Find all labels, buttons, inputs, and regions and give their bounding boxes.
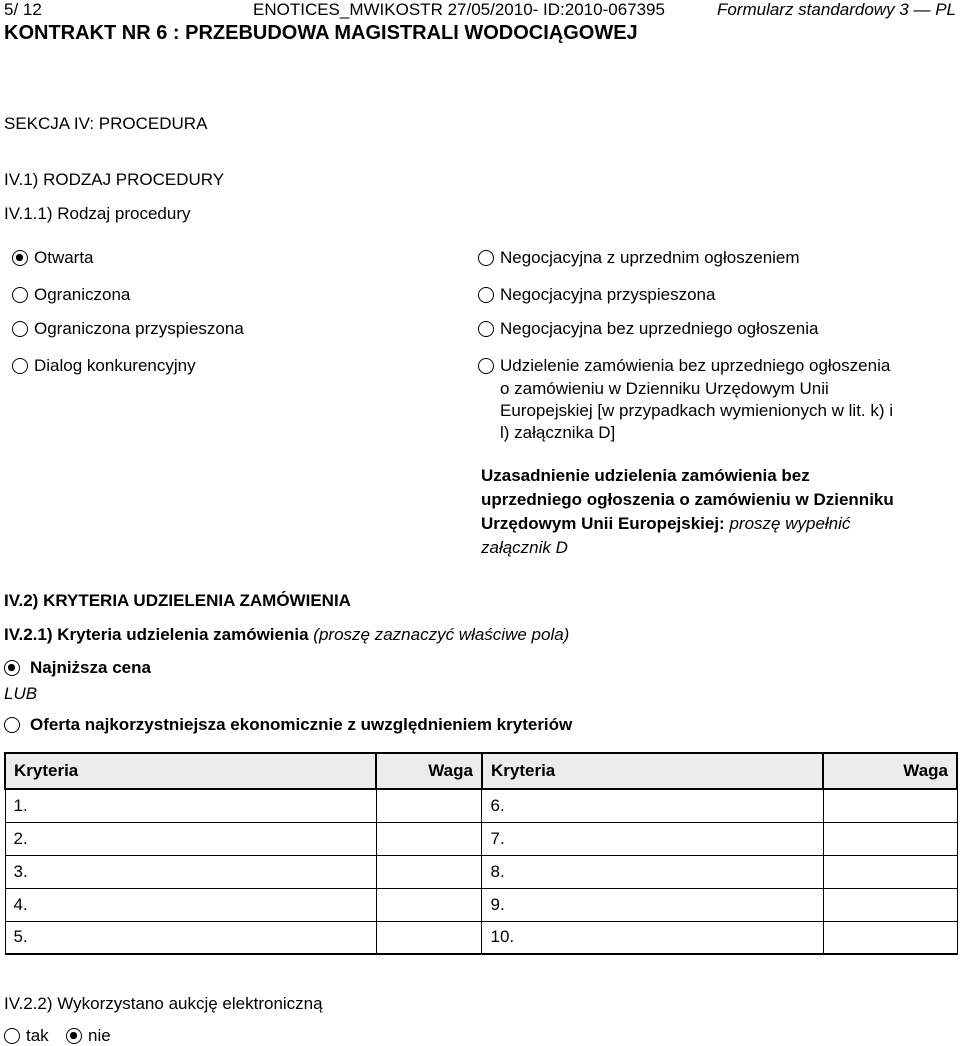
table-row xyxy=(5,888,957,921)
procedure-option-continuation xyxy=(500,378,893,444)
table-cell xyxy=(823,855,957,888)
justification-line: Uzasadnienie udzielenia zamówienia bez xyxy=(481,466,810,485)
table-cell xyxy=(376,855,482,888)
table-cell xyxy=(376,921,482,954)
justification-note: załącznik D xyxy=(481,538,568,557)
eauction-option-nie[interactable] xyxy=(66,1026,111,1046)
option-label: Ograniczona xyxy=(34,285,131,304)
radio-empty-icon[interactable] xyxy=(478,287,494,303)
procedure-option-negocjacyjna-z-ogloszeniem[interactable] xyxy=(478,248,800,268)
procedure-option-ograniczona-przyspieszona[interactable] xyxy=(12,319,244,339)
procedure-type-heading: IV.1.1) Rodzaj procedury xyxy=(4,204,191,223)
radio-checked-icon[interactable] xyxy=(4,660,20,676)
table-cell xyxy=(376,789,482,822)
table-cell xyxy=(823,789,957,822)
page-number: 5/ 12 xyxy=(4,0,42,19)
procedure-option-negocjacyjna-przyspieszona[interactable] xyxy=(478,285,715,305)
subsection-heading: IV.1) RODZAJ PROCEDURY xyxy=(4,170,225,189)
table-cell: 3. xyxy=(5,855,376,888)
option-label: Negocjacyjna przyspieszona xyxy=(500,285,716,304)
award-criteria-heading xyxy=(4,625,569,645)
document-title: KONTRAKT NR 6 : PRZEBUDOWA MAGISTRALI WODOCIĄGOWEJ xyxy=(4,22,638,44)
table-cell: 1. xyxy=(5,789,376,822)
column-header: Kryteria xyxy=(482,753,823,789)
radio-empty-icon[interactable] xyxy=(478,321,494,337)
criteria-table xyxy=(4,752,958,955)
table-row xyxy=(5,822,957,855)
option-label: Otwarta xyxy=(34,248,94,267)
continuation-line: l) załącznika D] xyxy=(500,423,616,442)
table-header-row xyxy=(5,753,957,789)
radio-empty-icon[interactable] xyxy=(12,321,28,337)
radio-checked-icon[interactable] xyxy=(12,250,28,266)
radio-empty-icon[interactable] xyxy=(4,717,20,733)
radio-empty-icon[interactable] xyxy=(478,358,494,374)
table-cell xyxy=(823,888,957,921)
or-label: LUB xyxy=(4,684,38,703)
table-cell: 4. xyxy=(5,888,376,921)
option-label: nie xyxy=(88,1026,111,1045)
table-cell: 8. xyxy=(482,855,823,888)
option-label: tak xyxy=(26,1026,49,1045)
table-cell: 2. xyxy=(5,822,376,855)
radio-empty-icon[interactable] xyxy=(12,287,28,303)
table-cell: 10. xyxy=(482,921,823,954)
table-cell xyxy=(823,921,957,954)
option-label: Ograniczona przyspieszona xyxy=(34,319,244,338)
award-criteria-note: (proszę zaznaczyć właściwe pola) xyxy=(313,625,570,644)
option-label: Negocjacyjna bez uprzedniego ogłoszenia xyxy=(500,319,819,338)
procedure-option-otwarta[interactable] xyxy=(12,248,94,268)
award-option-meat[interactable] xyxy=(4,715,572,735)
justification-line: uprzedniego ogłoszenia o zamówieniu w Dzienniku xyxy=(481,490,894,509)
option-label: Oferta najkorzystniejsza ekonomicznie z uwzględnieniem kryteriów xyxy=(30,715,573,734)
table-row xyxy=(5,789,957,822)
radio-empty-icon[interactable] xyxy=(4,1028,20,1044)
table-cell xyxy=(376,822,482,855)
justification-line: Urzędowym Unii Europejskiej: xyxy=(481,514,725,533)
eauction-option-tak[interactable] xyxy=(4,1026,49,1046)
continuation-line: o zamówieniu w Dzienniku Urzędowym Unii xyxy=(500,379,829,398)
eauction-heading: IV.2.2) Wykorzystano aukcję elektroniczną xyxy=(4,994,323,1013)
procedure-option-ograniczona[interactable] xyxy=(12,285,130,305)
notice-id: ENOTICES_MWIKOSTR 27/05/2010- ID:2010-067395 xyxy=(253,0,665,19)
column-header: Waga xyxy=(376,753,482,789)
table-cell: 9. xyxy=(482,888,823,921)
option-label: Najniższa cena xyxy=(30,658,151,677)
option-label: Udzielenie zamówienia bez uprzedniego ogłoszenia xyxy=(500,356,891,375)
table-cell: 5. xyxy=(5,921,376,954)
table-cell: 7. xyxy=(482,822,823,855)
column-header: Waga xyxy=(823,753,957,789)
radio-empty-icon[interactable] xyxy=(12,358,28,374)
section-heading: SEKCJA IV: PROCEDURA xyxy=(4,114,208,133)
radio-empty-icon[interactable] xyxy=(478,250,494,266)
criteria-section-heading: IV.2) KRYTERIA UDZIELENIA ZAMÓWIENIA xyxy=(4,591,351,610)
justification-block xyxy=(481,464,894,560)
procedure-option-udzielenie-bez-ogloszenia[interactable] xyxy=(478,356,890,376)
table-row xyxy=(5,921,957,954)
table-row xyxy=(5,855,957,888)
option-label: Negocjacyjna z uprzednim ogłoszeniem xyxy=(500,248,800,267)
option-label: Dialog konkurencyjny xyxy=(34,356,196,375)
procedure-option-dialog[interactable] xyxy=(12,356,196,376)
continuation-line: Europejskiej [w przypadkach wymienionych w lit. k) i xyxy=(500,401,894,420)
table-cell: 6. xyxy=(482,789,823,822)
award-criteria-label: IV.2.1) Kryteria udzielenia zamówienia xyxy=(4,625,309,644)
column-header: Kryteria xyxy=(5,753,376,789)
form-name: Formularz standardowy 3 — PL xyxy=(716,0,956,19)
justification-note: proszę wypełnić xyxy=(729,514,851,533)
procedure-option-negocjacyjna-bez-ogloszenia[interactable] xyxy=(478,319,819,339)
radio-checked-icon[interactable] xyxy=(66,1028,82,1044)
award-option-lowest-price[interactable] xyxy=(4,658,151,678)
table-cell xyxy=(376,888,482,921)
table-cell xyxy=(823,822,957,855)
